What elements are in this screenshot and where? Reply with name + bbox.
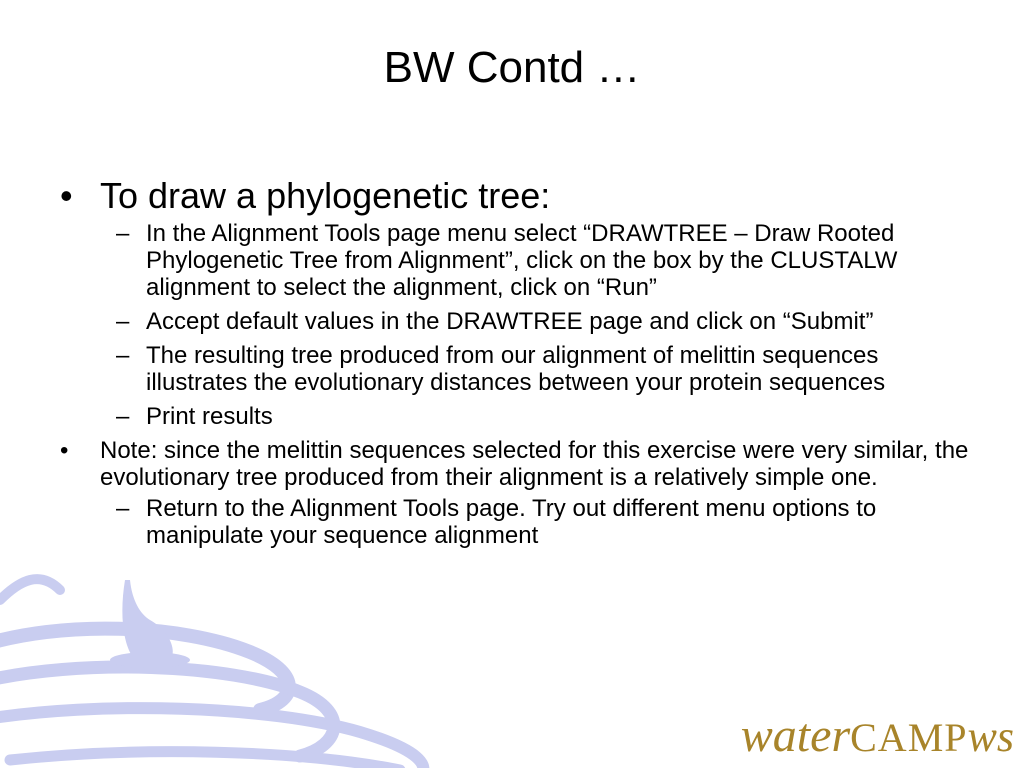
sub-bullet-marker: – (116, 403, 130, 430)
sub-bullet-marker: – (116, 308, 130, 335)
sub-bullet-marker: – (116, 342, 130, 369)
sub-bullet-text: The resulting tree produced from our alignment of melittin sequences illustrates the evolutionary distances between your protein sequences (146, 342, 886, 396)
sub-bullet-text: Print results (146, 403, 273, 430)
logo-word-water: water (740, 709, 851, 762)
bullet-text: Note: since the melittin sequences selected for this exercise were very similar, the evolutionary tree produced from their alignment is a relatively simple one. (100, 437, 969, 491)
bullet-item (60, 176, 980, 216)
logo-word-ws: ws (967, 712, 1014, 761)
slide-content (60, 176, 980, 556)
water-ripple-decoration (0, 560, 520, 768)
sub-bullet-text: Return to the Alignment Tools page. Try out different menu options to manipulate your sequence alignment (146, 495, 877, 549)
sub-bullet-item (60, 342, 980, 396)
bullet-item (60, 437, 980, 491)
sub-bullet-item (60, 308, 980, 335)
logo-word-camp: CAMP (850, 715, 968, 760)
sub-bullet-text: Accept default values in the DRAWTREE page and click on “Submit” (146, 308, 874, 335)
sub-bullet-marker: – (116, 495, 130, 522)
sub-bullet-text: In the Alignment Tools page menu select “DRAWTREE – Draw Rooted Phylogenetic Tree from Alignment”, click on the box by the CLUSTALW alignment to select the alignment, click on “Run” (146, 220, 898, 301)
sub-bullet-item (60, 403, 980, 430)
bullet-marker: • (60, 175, 73, 216)
bullet-text: To draw a phylogenetic tree: (100, 175, 551, 216)
sub-bullet-item (60, 220, 980, 301)
bullet-marker: • (60, 437, 69, 464)
watercampws-logo (741, 708, 1014, 764)
slide-title: BW Contd … (383, 43, 641, 92)
sub-bullet-marker: – (116, 220, 130, 247)
sub-bullet-item (60, 495, 980, 549)
